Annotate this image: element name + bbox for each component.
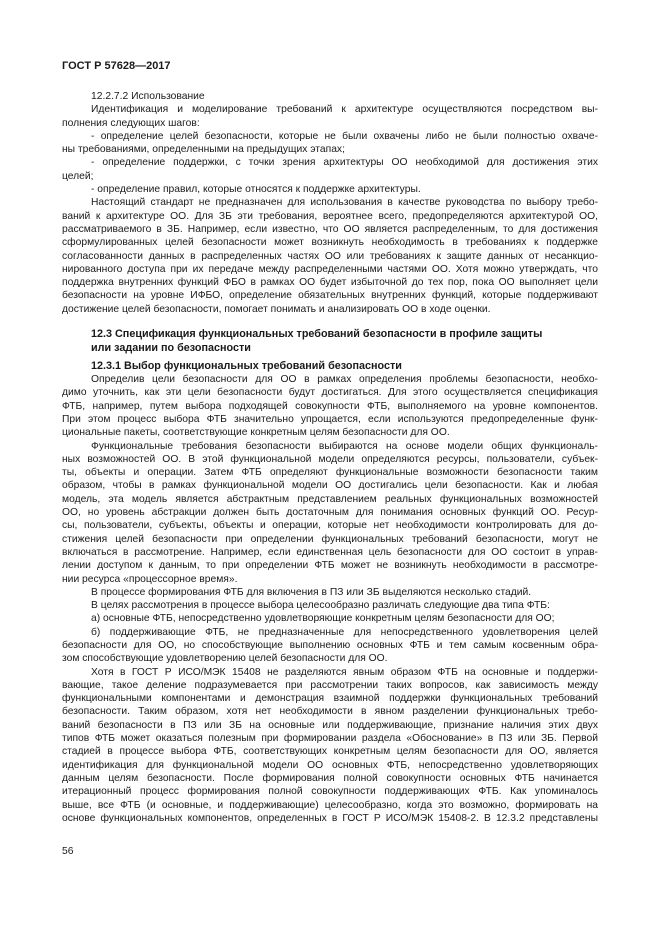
- text-line: ты, объекты и операции. Затем ФТБ определяют функциональные возможности безопасности таким: [62, 467, 598, 479]
- text-line: стадией в процессе выбора ФТБ, соответствующих конкретным целям безопасности для ОО, является: [62, 746, 598, 758]
- text-line: При этом процесс выбора ФТБ значительно упрощается, если используются предопределенные функ-: [62, 413, 598, 425]
- text-line: типов ФТБ может оказаться полезным при формировании раздела «Обоснование» в ПЗ или ЗБ. Первой: [62, 733, 598, 745]
- text-line: образом, чтобы в рамках функциональной модели ОО достигались цели безопасности. Как и любая: [62, 480, 598, 492]
- paragraph: [62, 90, 598, 103]
- text-line: 12.3.1 Выбор функциональных требований безопасности: [91, 360, 402, 373]
- text-line: согласованности данных в распределенных частях ОО или требованиях к защите данных от несанкцио-: [62, 250, 598, 262]
- section-heading: [62, 327, 598, 355]
- text-line: циональные пакеты, соответствующие конкретным целям безопасности для ОО.: [62, 427, 450, 439]
- paragraph: [62, 586, 598, 599]
- text-line: безопасности. Таким образом, хотя нет необходимости в явном разделении функциональных требо-: [62, 706, 598, 718]
- text-line: выше, все ФТБ (и основные, и поддерживающие) целесообразно, когда это возможно, формировать на: [62, 799, 598, 811]
- paragraph: [62, 440, 598, 586]
- text-line: 12.3 Спецификация функциональных требований безопасности в профиле защиты: [91, 328, 543, 341]
- text-line: безопасности для ОО, но способствующие выполнению основных ФТБ и тем самым косвенным обра-: [62, 639, 598, 651]
- text-line: стижения целей безопасности при определении функциональных требований безопасности, могут не: [62, 533, 598, 545]
- page-number: 56: [62, 846, 74, 857]
- paragraph: [62, 183, 598, 196]
- paragraph: [62, 373, 598, 439]
- text-line: ных возможностей ОО. В этой функциональной модели определяются ресурсы, пользователи, субъек-: [62, 453, 598, 465]
- text-line: ФТБ, например, путем выбора подходящей совокупности ФТБ, выполняемого на уровне компонентов.: [62, 400, 598, 412]
- paragraph: [62, 130, 598, 157]
- text-line: димо уточнить, как эти цели безопасности будут достигаться. Для этого осуществляется спецификация: [62, 387, 598, 399]
- text-line: - определение поддержки, с точки зрения архитектуры ОО необходимой для достижения этих: [91, 157, 598, 169]
- text-line: сы, пользователи, субъекты, объекты и операции, которые нет необходимости контролировать для до-: [62, 520, 598, 532]
- text-line: включаться в рассмотрение. Например, если единственная цель безопасности для ОО состоит в управ-: [62, 546, 598, 558]
- text-line: Идентификация и моделирование требований к архитектуре осуществляются посредством вы-: [91, 104, 598, 116]
- text-line: или задании по безопасности: [91, 342, 251, 355]
- text-line: функциональными компонентами и демонстрация взаимной поддержки функциональных требований: [62, 693, 598, 705]
- text-line: полнения следующих шагов:: [62, 117, 200, 129]
- paragraph: [62, 156, 598, 183]
- text-line: основе функциональных компонентов, определенных в ГОСТ Р ИСО/МЭК 15408-2. В 12.3.2 представлены: [62, 812, 598, 824]
- text-line: безопасности на уровне ИФБО, определение обязательных внутренних функций, которые поддерживают: [62, 290, 598, 302]
- text-line: поддержка внутренних функций ФБО в рамках ОО будет избыточной до тех пор, пока ОО выполняет цели: [62, 277, 598, 289]
- text-line: ны требованиями, определенными на предыдущих этапах;: [62, 144, 345, 156]
- document-body: [62, 90, 598, 825]
- text-line: ОО, но уровень абстракции должен быть достаточным для понимания основных функций ОО. Ресур-: [62, 507, 598, 519]
- paragraph: [62, 612, 598, 625]
- paragraph: [62, 196, 598, 316]
- paragraph: [62, 626, 598, 666]
- text-line: достижение целей безопасности, помогает понимать и анализировать ОО в ходе оценки.: [62, 303, 491, 315]
- paragraph: [62, 666, 598, 826]
- text-line: Определив цели безопасности для ОО в рамках определения проблемы безопасности, необхо-: [91, 374, 598, 386]
- text-line: итерационный процесс формирования полной совокупности поддерживающих ФТБ. Как упоминалось: [62, 786, 598, 798]
- text-line: - определение правил, которые относятся к поддержке архитектуры.: [91, 184, 421, 196]
- text-line: сформулированных целей безопасности может возникнуть необходимость в требованиях к поддержке: [62, 237, 598, 249]
- text-line: В целях рассмотрения в процессе выбора целесообразно различать следующие два типа ФТБ:: [91, 600, 550, 612]
- text-line: В процессе формирования ФТБ для включения в ПЗ или ЗБ выделяются несколько стадий.: [91, 586, 532, 598]
- text-line: рассматриваемого в ЗБ. Например, если известно, что ОО является распределенным, то для достижения: [62, 223, 598, 235]
- text-line: Хотя в ГОСТ Р ИСО/МЭК 15408 не разделяются явным образом ФТБ на основные и поддержи-: [91, 666, 598, 678]
- text-line: - определение целей безопасности, которые не были охвачены либо не были полностью охваче-: [91, 130, 598, 142]
- text-line: Настоящий стандарт не предназначен для использования в качестве руководства по выбору требо-: [91, 197, 598, 209]
- text-line: 12.2.7.2 Использование: [91, 91, 205, 102]
- paragraph: [62, 103, 598, 130]
- paragraph: [62, 599, 598, 612]
- text-line: модель, эта модель является абстрактным представлением реальных функциональных возможностей: [62, 493, 598, 505]
- text-line: б) поддерживающие ФТБ, не предназначенные для непосредственного удовлетворения целей: [91, 626, 598, 638]
- subsection-heading: [62, 359, 598, 373]
- text-line: нированного доступа при их передаче между распределенными частями ОО. Хотя можно утверждать, что: [62, 263, 598, 275]
- text-line: лении доступом к данным, то при определении ФТБ может не возникнуть необходимости в рассмотре-: [62, 560, 598, 572]
- text-line: данным целям безопасности. После формирования полной совокупности основных ФТБ начинается: [62, 772, 598, 784]
- text-line: вающие, такое деление подразумевается при рассмотрении таких вопросов, как зависимость между: [62, 679, 598, 691]
- text-line: зом способствующие удовлетворению целей безопасности для ОО.: [62, 653, 388, 665]
- text-line: ваний к архитектуре ОО. Для ЗБ эти требования, вероятнее всего, предопределяются архитектурой ОО,: [62, 210, 598, 222]
- text-line: нии ресурса «процессорное время».: [62, 573, 238, 585]
- text-line: целей;: [62, 170, 94, 182]
- text-line: ваний безопасности в ПЗ или ЗБ на основные или поддерживающие, признание наличия этих двух: [62, 719, 598, 731]
- text-line: Функциональные требования безопасности выбираются на основе модели общих функциональ-: [91, 440, 598, 452]
- document-header: ГОСТ Р 57628—2017: [62, 60, 171, 72]
- text-line: а) основные ФТБ, непосредственно удовлетворяющие конкретным целям безопасности для ОО;: [91, 613, 555, 625]
- text-line: идентификация для функциональной модели ОО основных ФТБ, непосредственно удовлетворяющих: [62, 759, 598, 771]
